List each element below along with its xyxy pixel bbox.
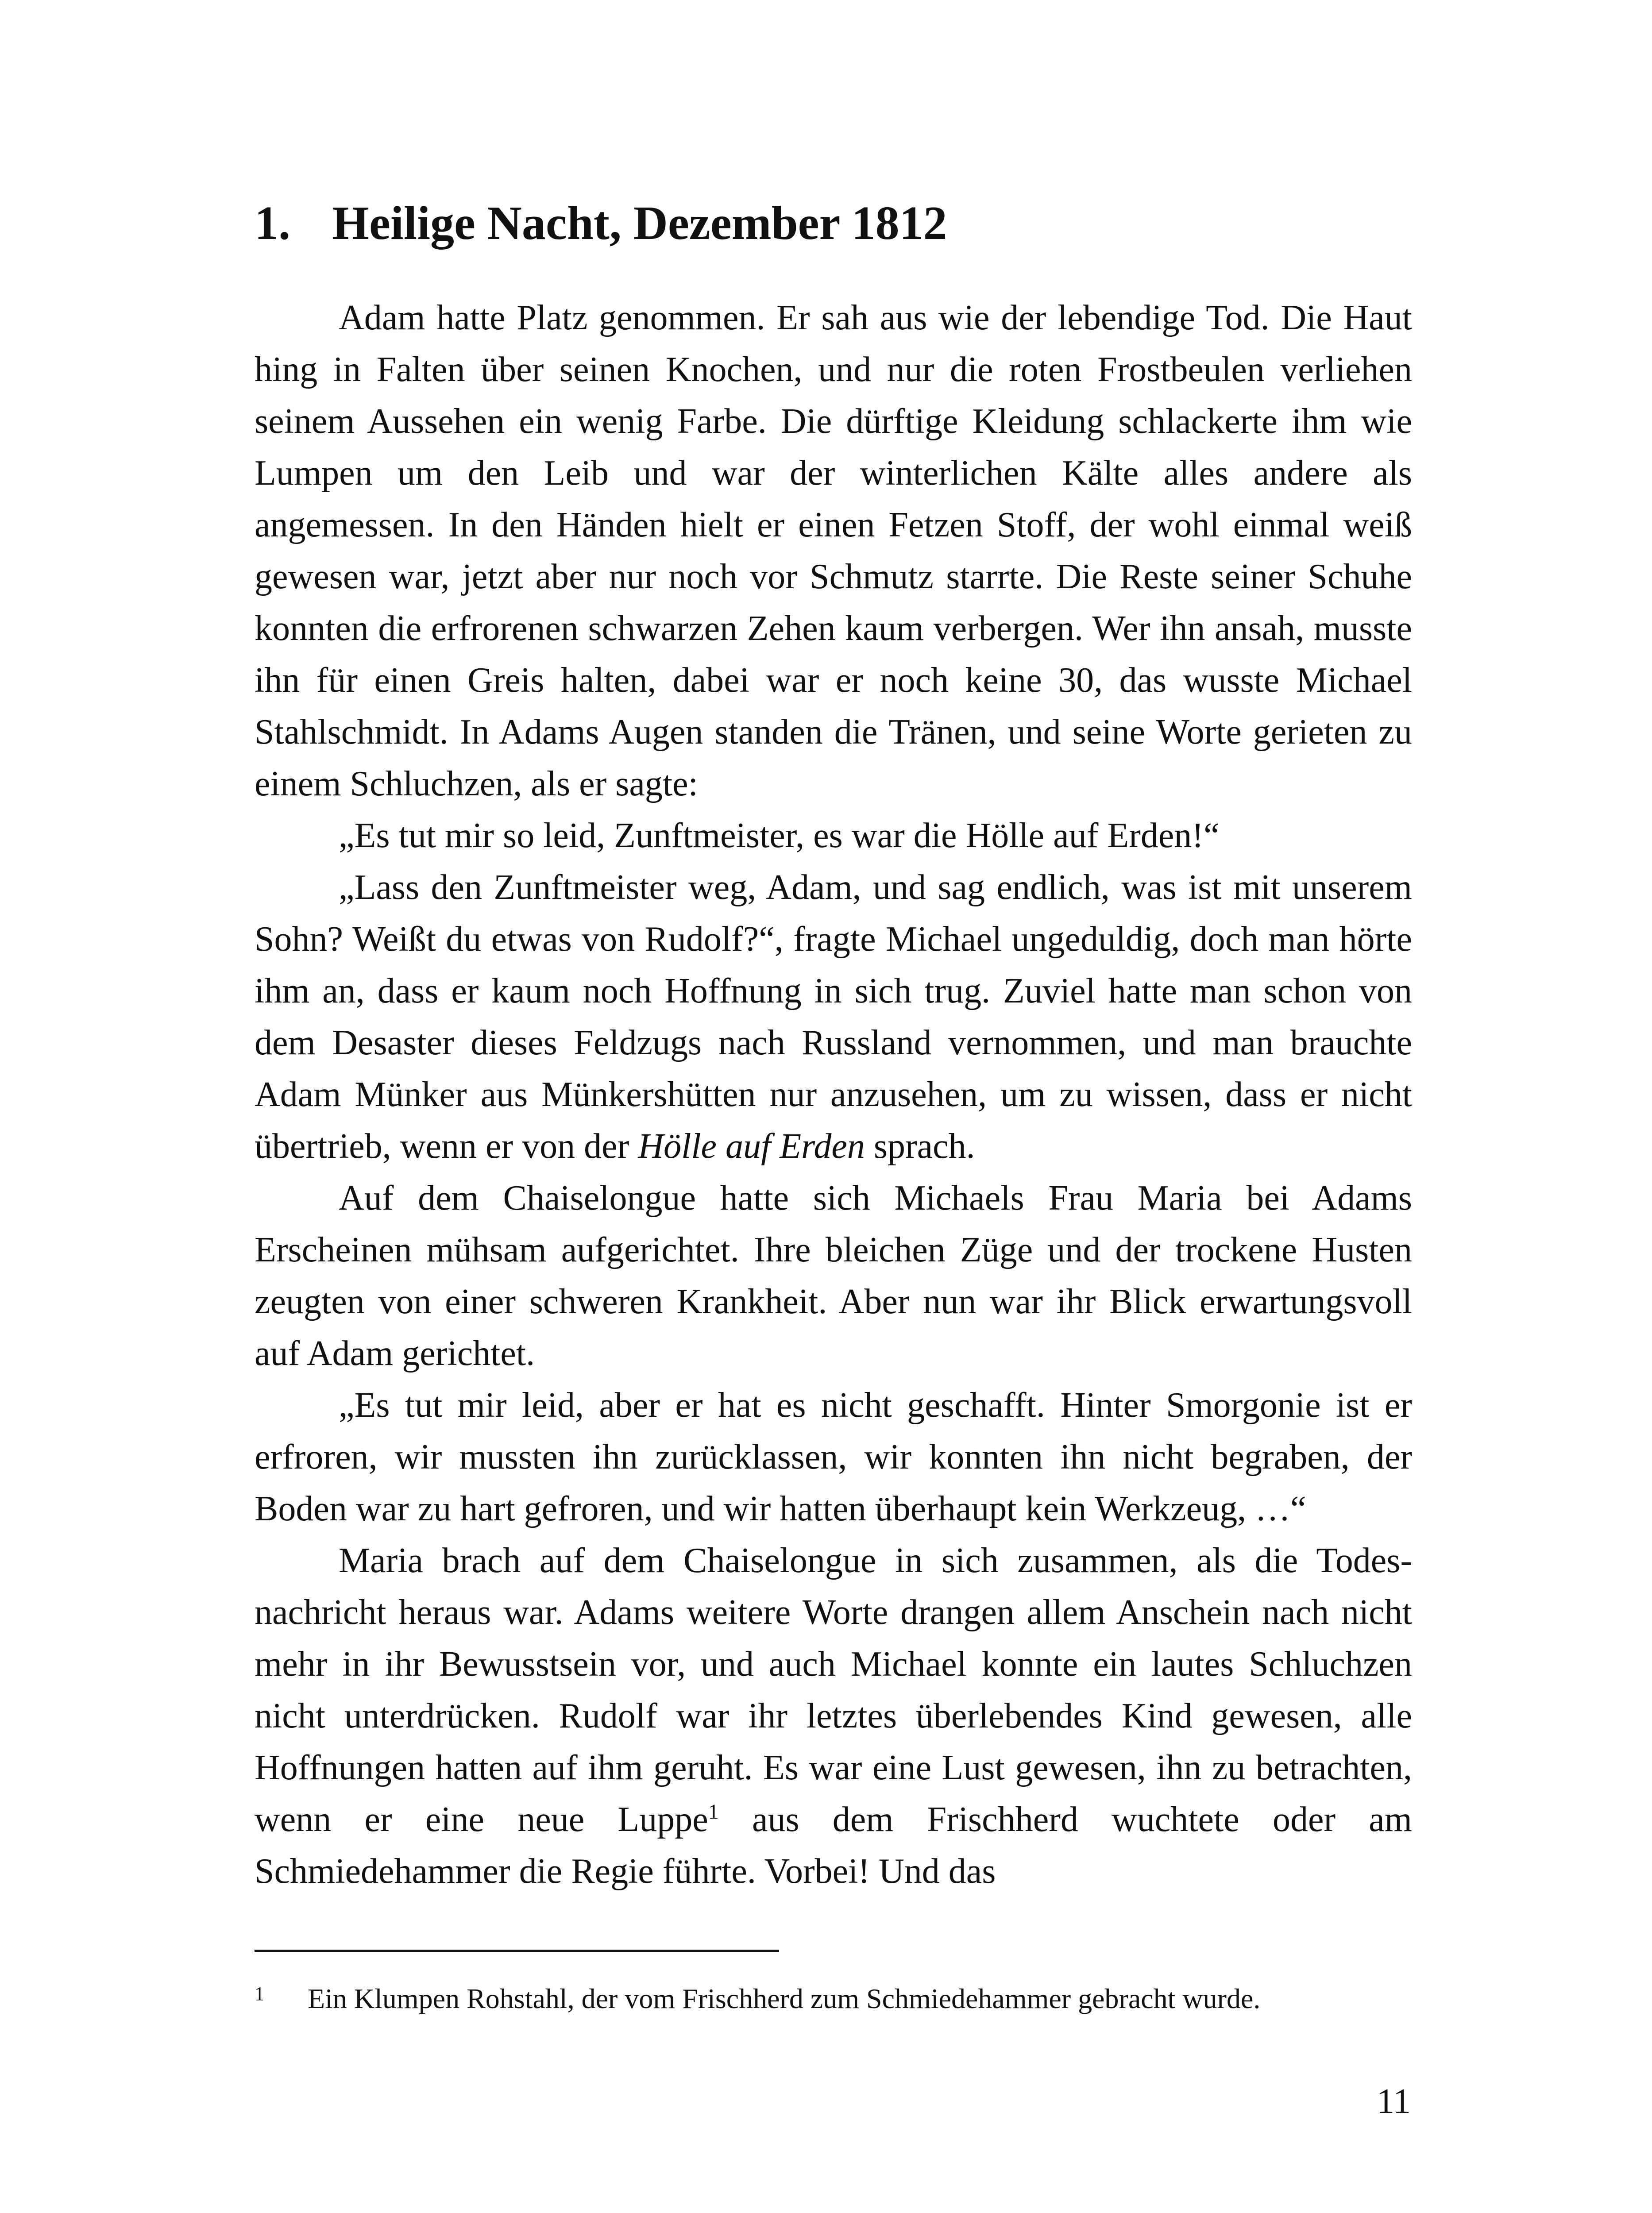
italic-phrase: Hölle auf Erden [638, 1127, 865, 1166]
paragraph: „Es tut mir so leid, Zunftmeister, es war die Hölle auf Erden!“ [339, 816, 1220, 855]
chapter-heading [255, 195, 1450, 252]
page-number: 11 [1376, 2082, 1411, 2121]
paragraph-text: Maria brach auf dem Chaiselongue in sich zusammen, als die Todesnachricht heraus war. Adams weitere Worte drangen allem Anschein nach nicht mehr in ihr Bewusstsein vor, und auch Michael konnte ein lautes Schluchzen nicht unterdrücken. Rudolf war ihr letztes überlebendes Kind gewesen, alle Hoffnungen hatten auf ihm geruht. Es war eine Lust gewesen, ihn zu betrachten, wenn er eine neue Luppe [255, 1541, 1412, 1839]
footnote [255, 1974, 1450, 2019]
paragraph [255, 862, 1412, 1172]
chapter-number: 1. [255, 197, 290, 250]
footnote-marker: 1 [255, 1983, 264, 2005]
paragraph-text: sprach. [865, 1127, 975, 1166]
paragraph: Adam hatte Platz genommen. Er sah aus wie der lebendige Tod. Die Haut hing in Falten über seinen Knochen, und nur die roten Frostbeulen verliehen seinem Aussehen ein wenig Farbe. Die dürftige Kleidung schlackerte ihm wie Lumpen um den Leib und war der winterlichen Kälte alles andere als angemessen. In den Händen hielt er einen Fetzen Stoff, der wohl einmal weiß gewesen war, jetzt aber nur noch vor Schmutz starrte. Die Reste seiner Schuhe konnten die erfrorenen schwarzen Zehen kaum verbergen. Wer ihn ansah, musste ihn für einen Greis halten, dabei war er noch keine 30, das wusste Michael Stahlschmidt. In Adams Augen standen die Tränen, und seine Worte gerieten zu einem Schluchzen, als er sagte: [255, 298, 1412, 803]
footnote-separator [255, 1950, 779, 1952]
footnote-text: Ein Klumpen Rohstahl, der vom Frischherd zum Schmiedehammer gebracht wurde. [308, 1983, 1261, 2014]
paragraph: „Es tut mir leid, aber er hat es nicht geschafft. Hinter Smorgonie ist er erfroren, wir mussten ihn zurücklassen, wir konnten ihn nicht begraben, der Boden war zu hart gefroren, und wir hatten überhaupt kein Werkzeug, …“ [255, 1386, 1412, 1528]
paragraph: Auf dem Chaiselongue hatte sich Michaels Frau Maria bei Adams Erscheinen mühsam aufgerichtet. Ihre bleichen Züge und der trockene Husten zeugten von einer schweren Krankheit. Aber nun war ihr Blick erwartungsvoll auf Adam gerichtet. [255, 1179, 1412, 1373]
paragraph-text: aus dem Frischherd wuchtete oder am Schmiedehammer die Regie führte. Vorbei! Und das [255, 1800, 1413, 1891]
paragraph [255, 1535, 1412, 1897]
body-text [255, 292, 1412, 1897]
chapter-title: Heilige Nacht, Dezember 1812 [332, 197, 947, 250]
footnote-reference: 1 [708, 1800, 719, 1824]
paragraph-text: „Lass den Zunftmeister weg, Adam, und sag endlich, was ist mit unserem Sohn? Weißt du etwas von Rudolf?“, fragte Michael ungeduldig, doch man hörte ihm an, dass er kaum noch Hoffnung in sich trug. Zuviel hatte man schon von dem Desaster dieses Feldzugs nach Russland vernommen, und man brauchte Adam Münker aus Münkershütten nur anzusehen, um zu wissen, dass er nicht übertrieb, wenn er von der [255, 868, 1412, 1166]
